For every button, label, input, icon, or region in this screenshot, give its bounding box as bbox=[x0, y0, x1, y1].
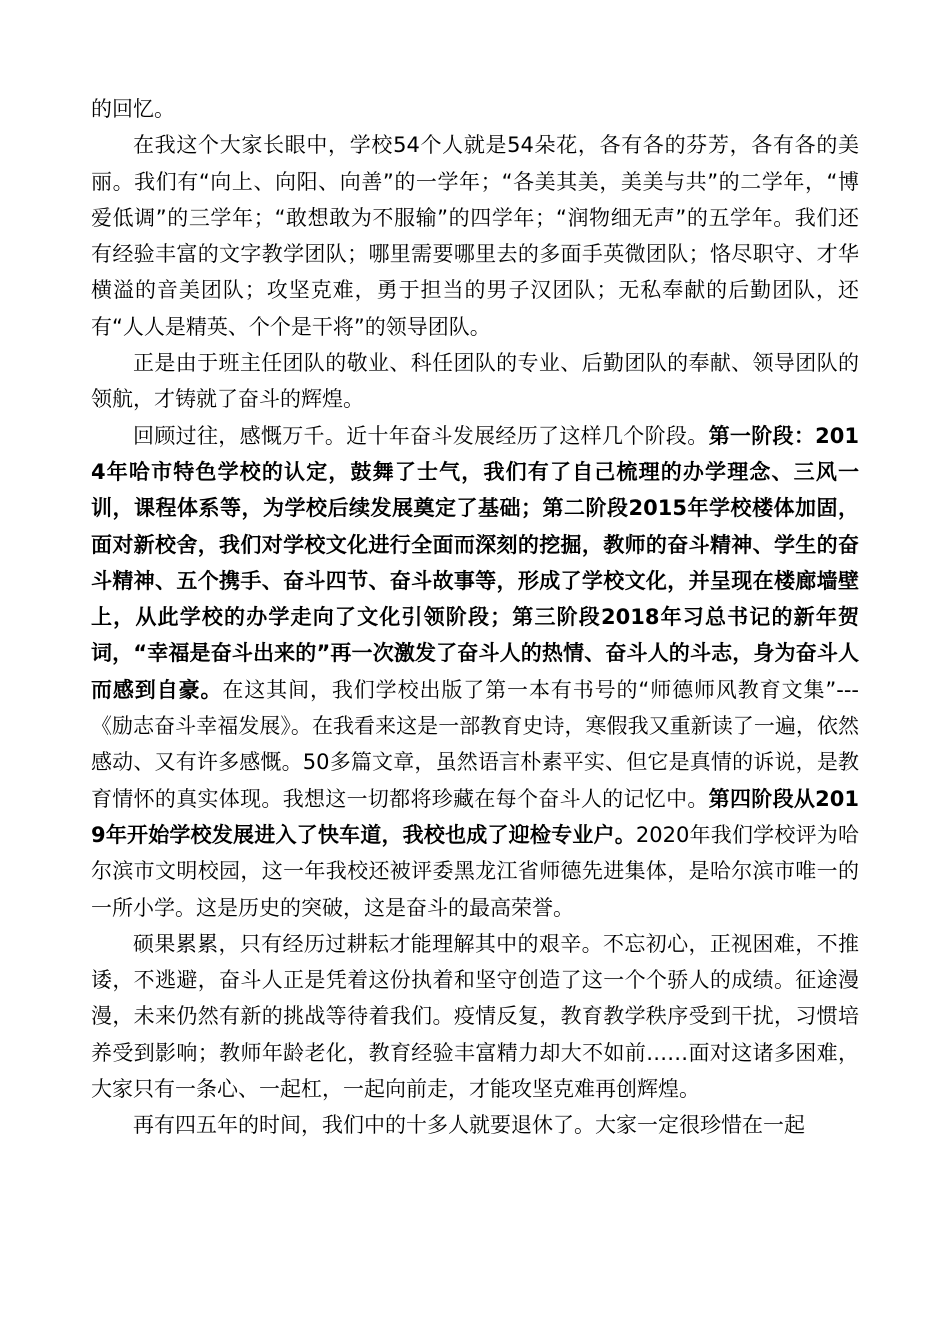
stages-one-to-three: 第一阶段：2014年哈市特色学校的认定，鼓舞了士气，我们有了自己梳理的办学理念、三风一训，课程体系等，为学校后续发展奠定了基础；第二阶段2015年学校楼体加固，面对新校舍，我们对学校文化进行全面而深刻的挖掘，教师的奋斗精神、学生的奋斗精神、五个携手、奋斗四节、奋斗故事等，形成了学校文化，并呈现在楼廊墙壁上，从此学校的办学走向了文化引领阶段；第三阶段2018年习总书记的新年贺词，“幸福是奋斗出来的”再一次激发了奋斗人的热情、奋斗人的斗志，身为奋斗人而感到自豪。 bbox=[91, 423, 860, 702]
paragraph-stages bbox=[91, 418, 859, 926]
stages-intro: 回顾过往，感慨万千。近十年奋斗发展经历了这样几个阶段。 bbox=[133, 423, 709, 448]
stages-honors: 2020年我们学校评为哈尔滨市文明校园，这一年我校还被评委黑龙江省师德先进集体，是哈尔滨市唯一的一所小学。这是历史的突破，这是奋斗的最高荣誉。 bbox=[91, 822, 859, 920]
paragraph-retirement: 再有四五年的时间，我们中的十多人就要退休了。大家一定很珍惜在一起 bbox=[133, 1113, 805, 1138]
stages-publication: 在这其间，我们学校出版了第一本有书号的“师德师风教育文集”---《励志奋斗幸福发展》。在我看来这是一部教育史诗，寒假我又重新读了一遍，依然感动、又有许多感慨。50多篇文章，虽然语言朴素平实、但它是真情的诉说，是教育情怀的真实体现。我想这一切都将珍藏在每个奋斗人的记忆中。 bbox=[91, 677, 859, 811]
paragraph-teams: 在我这个大家长眼中，学校54个人就是54朵花，各有各的芬芳，各有各的美丽。我们有“向上、向阳、向善”的一学年；“各美其美，美美与共”的二学年，“博爱低调”的三学年；“敢想敢为不服输”的四学年；“润物细无声”的五学年。我们还有经验丰富的文字教学团队；哪里需要哪里去的多面手英微团队；恪尽职守、才华横溢的音美团队；攻坚克难，勇于担当的男子汉团队；无私奉献的后勤团队，还有“人人是精英、个个是干将”的领导团队。 bbox=[91, 133, 859, 339]
document-body bbox=[91, 91, 859, 1144]
paragraph-challenges: 硕果累累，只有经历过耕耘才能理解其中的艰辛。不忘初心，正视困难，不推诿，不逃避，奋斗人正是凭着这份执着和坚守创造了这一个个骄人的成绩。征途漫漫，未来仍然有新的挑战等待着我们。疫情反复，教育教学秩序受到干扰，习惯培养受到影响；教师年龄老化，教育经验丰富精力却大不如前……面对这诸多困难，大家只有一条心、一起杠，一起向前走，才能攻坚克难再创辉煌。 bbox=[91, 931, 859, 1102]
stage-four: 第四阶段从2019年开始学校发展进入了快车道，我校也成了迎检专业户。 bbox=[91, 786, 860, 847]
paragraph-glory: 正是由于班主任团队的敬业、科任团队的专业、后勤团队的奉献、领导团队的领航，才铸就了奋斗的辉煌。 bbox=[91, 351, 859, 412]
paragraph-continuation: 的回忆。 bbox=[91, 97, 175, 121]
